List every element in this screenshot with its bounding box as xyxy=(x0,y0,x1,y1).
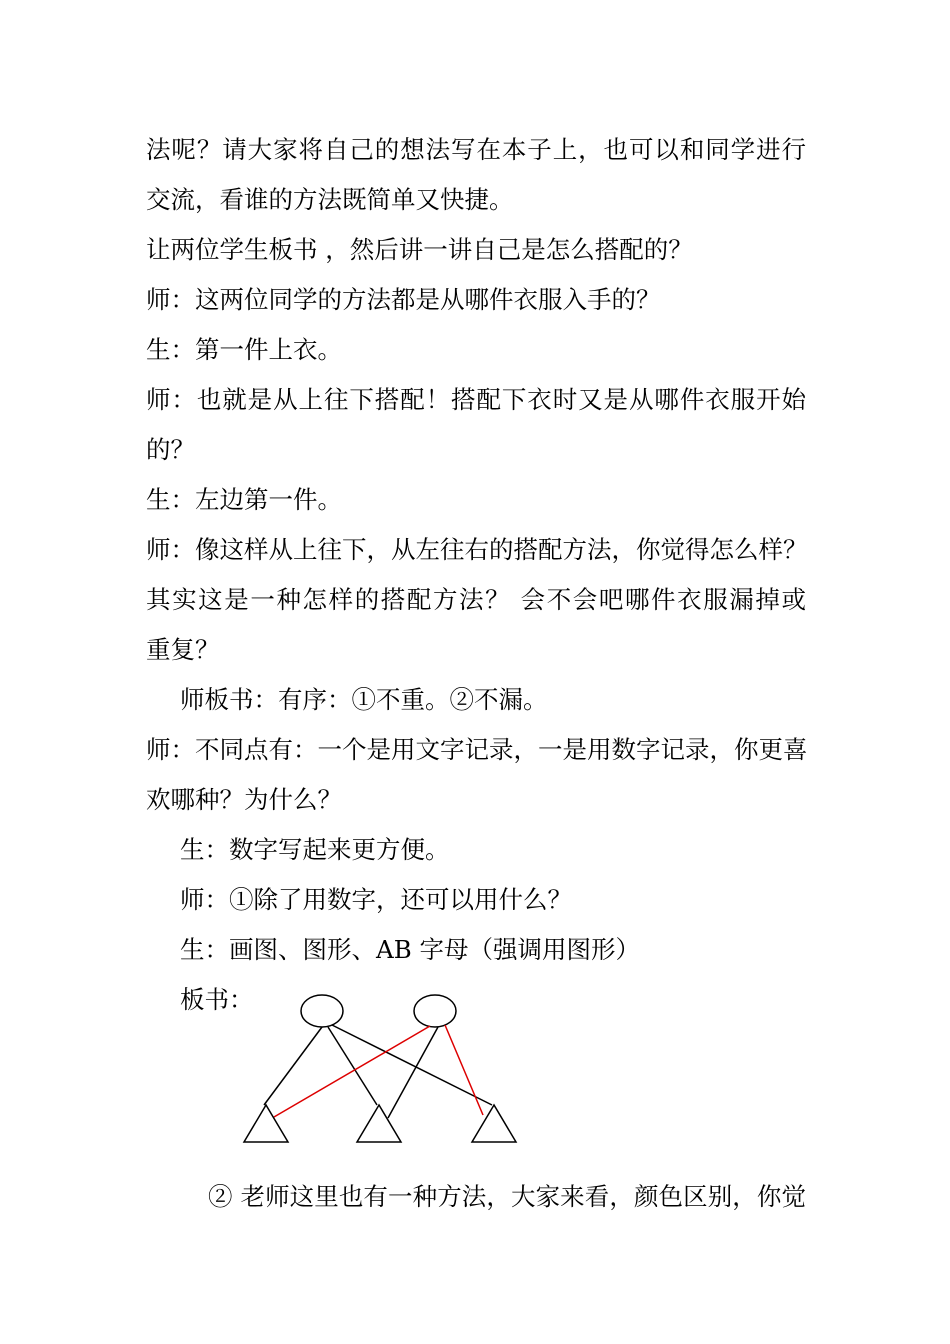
text-line-8: 生：左边第一件。 xyxy=(146,485,342,514)
bottom-triangle-2 xyxy=(357,1105,401,1142)
board-label: 板书： xyxy=(180,985,254,1014)
text-line-5: 生：第一件上衣。 xyxy=(146,335,342,364)
text-line-9: 师：像这样从上往下，从左往右的搭配方法，你觉得怎么样？ xyxy=(146,535,808,564)
text-line-14: 欢哪种？为什么？ xyxy=(146,785,342,814)
text-line-16: 师：①除了用数字，还可以用什么？ xyxy=(180,885,572,914)
text-line-12: 师板书：有序：①不重。②不漏。 xyxy=(180,685,548,714)
text-line-17: 生：画图、图形、AB 字母（强调用图形） xyxy=(180,935,640,964)
text-line-11: 重复？ xyxy=(146,635,220,664)
connector-line xyxy=(328,1027,377,1105)
text-line-13: 师：不同点有：一个是用文字记录，一是用数字记录，你更喜 xyxy=(146,735,808,764)
text-line-3: 让两位学生板书 ，然后讲一讲自己是怎么搭配的？ xyxy=(146,235,693,264)
text-line-1: 法呢？请大家将自己的想法写在本子上，也可以和同学进行 xyxy=(146,135,806,164)
text-line-7: 的？ xyxy=(146,435,195,464)
bottom-triangle-3 xyxy=(472,1105,516,1142)
text-line-19: ② 老师这里也有一种方法，大家来看，颜色区别，你觉 xyxy=(208,1182,806,1211)
text-line-6: 师：也就是从上往下搭配！搭配下衣时又是从哪件衣服开始 xyxy=(146,385,806,414)
bottom-triangle-1 xyxy=(244,1105,288,1142)
connector-line xyxy=(388,1027,438,1118)
connector-line xyxy=(445,1025,483,1115)
text-line-15: 生：数字写起来更方便。 xyxy=(180,835,450,864)
connector-line xyxy=(274,1026,430,1117)
top-circle-2 xyxy=(414,995,456,1027)
top-circle-1 xyxy=(301,995,343,1027)
text-line-4: 师：这两位同学的方法都是从哪件衣服入手的？ xyxy=(146,285,661,314)
text-line-10: 其实这是一种怎样的搭配方法？ 会不会吧哪件衣服漏掉或 xyxy=(146,585,806,614)
matching-diagram xyxy=(240,988,525,1148)
text-line-2: 交流，看谁的方法既简单又快捷。 xyxy=(146,185,514,214)
